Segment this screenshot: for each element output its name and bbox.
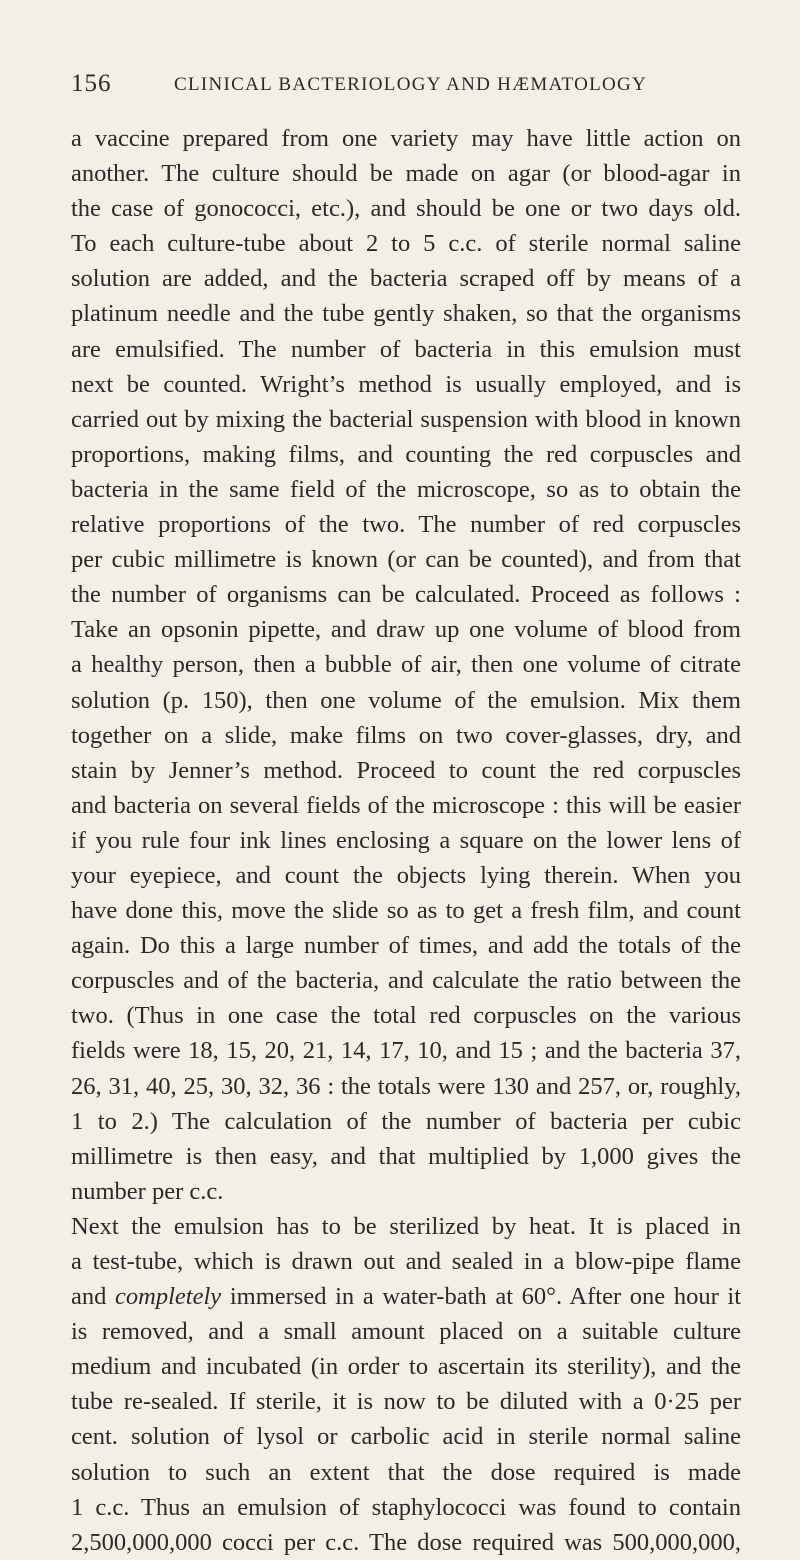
running-title: CLINICAL BACTERIOLOGY AND HÆMATOLOGY	[174, 74, 648, 95]
text-line: per cubic millimetre is known (or can be counted), and from that	[71, 546, 741, 574]
text-line: solution (p. 150), then one volume of the emulsion. Mix them	[71, 686, 741, 714]
text-line: 1 c.c. Thus an emulsion of staphylococci was found to contain	[71, 1493, 741, 1521]
text-line: corpuscles and of the bacteria, and calculate the ratio between the	[71, 967, 741, 995]
text-line: 2,500,000,000 cocci per c.c. The dose required was 500,000,000,	[71, 1528, 741, 1556]
text-line: if you rule four ink lines enclosing a square on the lower lens of	[71, 826, 741, 854]
text-line: a vaccine prepared from one variety may have little action on	[71, 125, 741, 152]
text-line: a healthy person, then a bubble of air, then one volume of citrate	[71, 651, 741, 679]
text-line: medium and incubated (in order to ascertain its sterility), and the	[71, 1353, 741, 1381]
text-line: Take an opsonin pipette, and draw up one volume of blood from	[71, 616, 741, 644]
text-line: the number of organisms can be calculated. Proceed as follows :	[71, 581, 741, 609]
text-line: your eyepiece, and count the objects lying therein. When you	[71, 861, 741, 889]
text-line: platinum needle and the tube gently shaken, so that the organisms	[71, 300, 741, 328]
text-line: millimetre is then easy, and that multiplied by 1,000 gives the	[71, 1142, 741, 1170]
text-line: is removed, and a small amount placed on a suitable culture	[71, 1318, 741, 1346]
body-text	[71, 121, 741, 1560]
text-line: solution to such an extent that the dose required is made	[71, 1458, 741, 1486]
text-line: Next the emulsion has to be sterilized by heat. It is placed in	[71, 1212, 741, 1240]
text-line: next be counted. Wright’s method is usually employed, and is	[71, 370, 741, 398]
text-line: fields were 18, 15, 20, 21, 14, 17, 10, and 15 ; and the bacteria 37,	[71, 1037, 741, 1065]
text-line: carried out by mixing the bacterial suspension with blood in known	[71, 405, 741, 433]
text-line: relative proportions of the two. The number of red corpuscles	[71, 511, 741, 539]
text-line: proportions, making films, and counting the red corpuscles and	[71, 440, 741, 468]
text-line: tube re-sealed. If sterile, it is now to be diluted with a 0·25 per	[71, 1388, 741, 1416]
text-line: stain by Jenner’s method. Proceed to count the red corpuscles	[71, 756, 741, 784]
text-line: the case of gonococci, etc.), and should be one or two days old.	[71, 195, 741, 223]
text-line: together on a slide, make films on two cover-glasses, dry, and	[71, 721, 741, 749]
text-line: a test-tube, which is drawn out and sealed in a blow-pipe flame	[71, 1248, 741, 1275]
text-line-with-emphasis	[71, 1279, 741, 1314]
text-fragment: immersed in a water-bath at 60°. After one hour it	[229, 1283, 741, 1311]
text-line: 26, 31, 40, 25, 30, 32, 36 : the totals were 130 and 257, or, roughly,	[71, 1072, 741, 1100]
text-line: To each culture-tube about 2 to 5 c.c. of sterile normal saline	[71, 230, 741, 258]
running-head	[71, 70, 731, 106]
text-line: have done this, move the slide so as to get a fresh film, and count	[71, 897, 741, 925]
text-line: 1 to 2.) The calculation of the number of bacteria per cubic	[71, 1107, 741, 1135]
text-line: again. Do this a large number of times, and add the totals of the	[71, 932, 741, 960]
page-number: 156	[71, 70, 112, 97]
emphasis-text: completely	[115, 1283, 222, 1311]
text-line: cent. solution of lysol or carbolic acid in sterile normal saline	[71, 1423, 741, 1451]
text-line: bacteria in the same field of the microscope, so as to obtain the	[71, 475, 741, 503]
text-line: are emulsified. The number of bacteria in this emulsion must	[71, 335, 741, 363]
text-line: solution are added, and the bacteria scraped off by means of a	[71, 265, 741, 293]
text-line: number per c.c.	[71, 1177, 224, 1205]
text-line: another. The culture should be made on agar (or blood-agar in	[71, 160, 741, 188]
text-fragment: and	[71, 1283, 107, 1311]
text-line: and bacteria on several fields of the microscope : this will be easier	[71, 791, 741, 819]
text-line: two. (Thus in one case the total red corpuscles on the various	[71, 1002, 741, 1030]
